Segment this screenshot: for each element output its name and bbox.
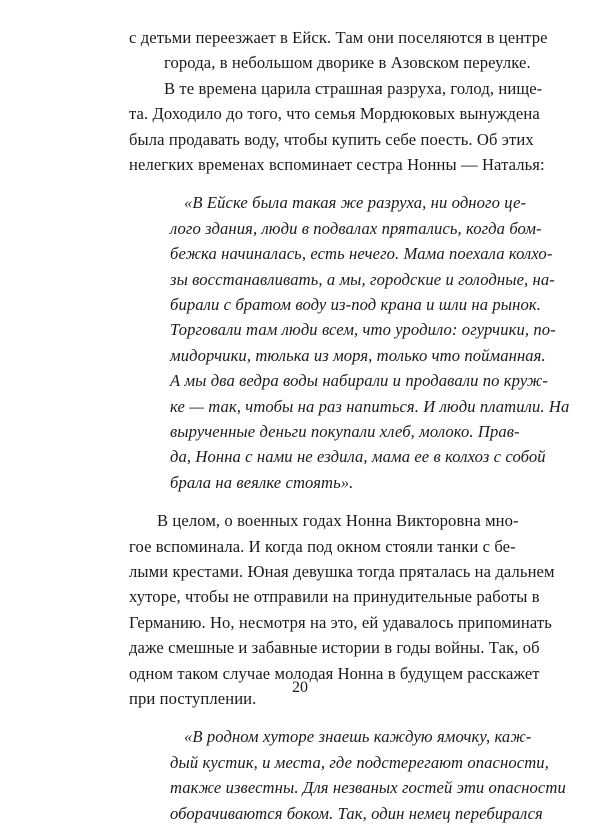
text-line: при поступлении. xyxy=(129,689,257,708)
quote-line: вырученные деньги покупали хлеб, молоко. Прав- xyxy=(170,422,520,441)
text-line: города, в небольшом дворике в Азовском переулке. xyxy=(164,53,531,72)
text-line: даже смешные и забавные истории в годы войны. Так, об xyxy=(129,638,540,657)
quote-line: «В Ейске была такая же разруха, ни одного це- xyxy=(184,193,527,212)
quote-line: зы восстанавливать, а мы, городские и голодные, на- xyxy=(170,270,555,289)
text-line: была продавать воду, чтобы купить себе поесть. Об этих xyxy=(129,130,534,149)
text-line: гое вспоминала. И когда под окном стояли танки с бе- xyxy=(129,537,516,556)
text-line: с детьми переезжает в Ейск. Там они поселяются в центре xyxy=(129,28,548,47)
text-line: В те времена царила страшная разруха, голод, нище- xyxy=(164,79,543,98)
quote-line: да, Нонна с нами не ездила, мама ее в колхоз с собой xyxy=(170,447,546,466)
quote-line: оборачиваются боком. Так, один немец перебирался xyxy=(170,804,543,823)
text-line: В целом, о военных годах Нонна Викторовна мно- xyxy=(157,511,519,530)
text-line: лыми крестами. Юная девушка тогда пряталась на дальнем xyxy=(129,562,555,581)
quote-line: Торговали там люди всем, что уродило: огурчики, по- xyxy=(170,320,556,339)
quote-line: также известны. Для незваных гостей эти опасности xyxy=(170,778,566,797)
quote-line: А мы два ведра воды набирали и продавали по круж- xyxy=(170,371,549,390)
quote-line: лого здания, люди в подвалах прятались, когда бом- xyxy=(170,219,542,238)
quote-line: брала на веялке стоять». xyxy=(170,473,354,492)
quote-line: бирали с братом воду из-под крана и шли на рынок. xyxy=(170,295,541,314)
quote-line: бежка начиналась, есть нечего. Мама поехала колхо- xyxy=(170,244,553,263)
text-line: Германию. Но, несмотря на это, ей удавалось припоминать xyxy=(129,613,552,632)
quote-line: ке — так, чтобы на раз напиться. И люди платили. На xyxy=(170,397,570,416)
text-line: нелегких временах вспоминает сестра Нонны — Наталья: xyxy=(129,155,545,174)
text-line: одном таком случае молодая Нонна в будущем расскажет xyxy=(129,664,540,683)
quote-line: мидорчики, тюлька из моря, только что пойманная. xyxy=(170,346,546,365)
text-line: хуторе, чтобы не отправили на принудительные работы в xyxy=(129,587,540,606)
quote-line: дый кустик, и места, где подстерегают опасности, xyxy=(170,753,549,772)
page-number: 20 xyxy=(292,679,308,696)
quote-line: «В родном хуторе знаешь каждую ямочку, каж- xyxy=(184,727,532,746)
text-line: та. Доходило до того, что семья Мордюковых вынуждена xyxy=(129,104,540,123)
